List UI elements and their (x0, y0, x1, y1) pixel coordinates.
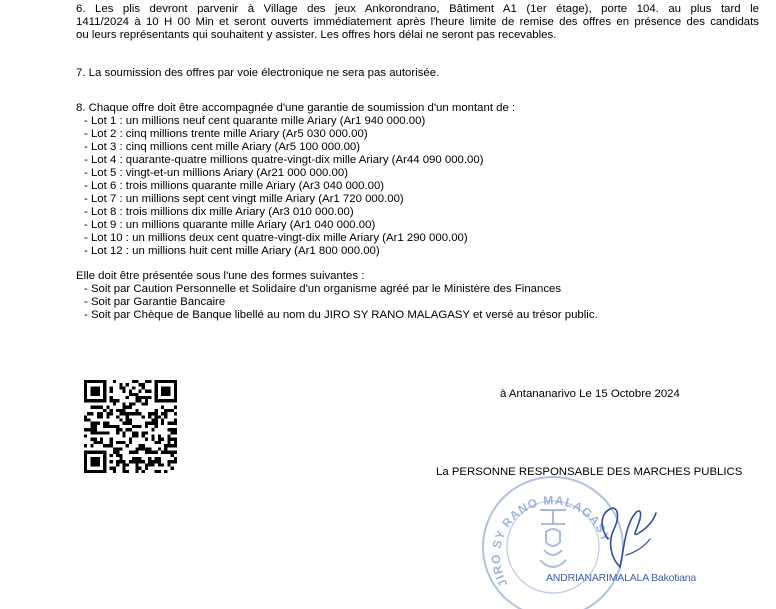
paragraph-6-line-3: ou leurs représentants qui souhaitent y assister. Les offres hors délai ne seront pas recevables. (76, 29, 557, 41)
signatory-name: ANDRIANARIMALALA Bakotiana (546, 572, 697, 584)
paragraph-8-intro: 8. Chaque offre doit être accompagnée d'une garantie de soumission d'un montant de : (76, 102, 516, 114)
svg-text:JIRO SY RANO MALAGASY: JIRO SY RANO MALAGASY (488, 493, 613, 590)
list-item: - Lot 6 : trois millions quarante mille Ariary (Ar3 040 000.00) (84, 180, 385, 192)
paragraph-7: 7. La soumission des offres par voie électronique ne sera pas autorisée. (76, 67, 440, 79)
paragraph-6 (76, 3, 759, 42)
list-item: - Lot 12 : un millions huit cent mille Ariary (Ar1 800 000.00) (84, 245, 380, 257)
list-item: - Lot 8 : trois millions dix mille Ariary (Ar3 010 000.00) (84, 206, 354, 218)
list-item: - Soit par Caution Personnelle et Solidaire d'un organisme agréé par le Ministère des Finances (84, 283, 562, 295)
qr-code-icon (84, 380, 177, 473)
list-item: - Soit par Garantie Bancaire (84, 296, 226, 308)
list-item: - Soit par Chèque de Banque libellé au nom du JIRO SY RANO MALAGASY et versé au trésor public. (84, 309, 598, 321)
list-item: - Lot 7 : un millions sept cent vingt mille Ariary (Ar1 720 000.00) (84, 193, 404, 205)
paragraph-6-line-1: 6. Les plis devront parvenir à Village des jeux Ankorondrano, Bâtiment A1 (1er étage), porte 104. au plus tard le (76, 3, 759, 15)
list-item: - Lot 9 : un millions quarante mille Ariary (Ar1 040 000.00) (84, 219, 376, 231)
list-item: - Lot 1 : un millions neuf cent quarante mille Ariary (Ar1 940 000.00) (84, 115, 426, 127)
list-item: - Lot 5 : vingt-et-un millions Ariary (Ar21 000 000.00) (84, 167, 349, 179)
list-item: - Lot 3 : cinq millions cent mille Ariary (Ar5 100 000.00) (84, 141, 361, 153)
lots-list (84, 115, 484, 258)
list-item: - Lot 2 : cinq millions trente mille Ariary (Ar5 030 000.00) (84, 128, 368, 140)
list-item: - Lot 4 : quarante-quatre millions quatre-vingt-dix mille Ariary (Ar44 090 000.00) (84, 154, 484, 166)
paragraph-6-line-2: 1411/2024 à 10 H 00 Min et seront ouverts immédiatement après l'heure limite de remise des offres en présence des candidats (76, 16, 759, 28)
handwritten-signature-icon (590, 495, 665, 575)
list-item: - Lot 10 : un millions deux cent quatre-vingt-dix mille Ariary (Ar1 290 000.00) (84, 232, 468, 244)
forms-list (84, 283, 598, 322)
forms-intro: Elle doit être présentée sous l'une des formes suivantes : (76, 270, 365, 282)
date-line: à Antananarivo Le 15 Octobre 2024 (500, 388, 680, 400)
responsible-title: La PERSONNE RESPONSABLE DES MARCHES PUBLICS (436, 466, 743, 478)
